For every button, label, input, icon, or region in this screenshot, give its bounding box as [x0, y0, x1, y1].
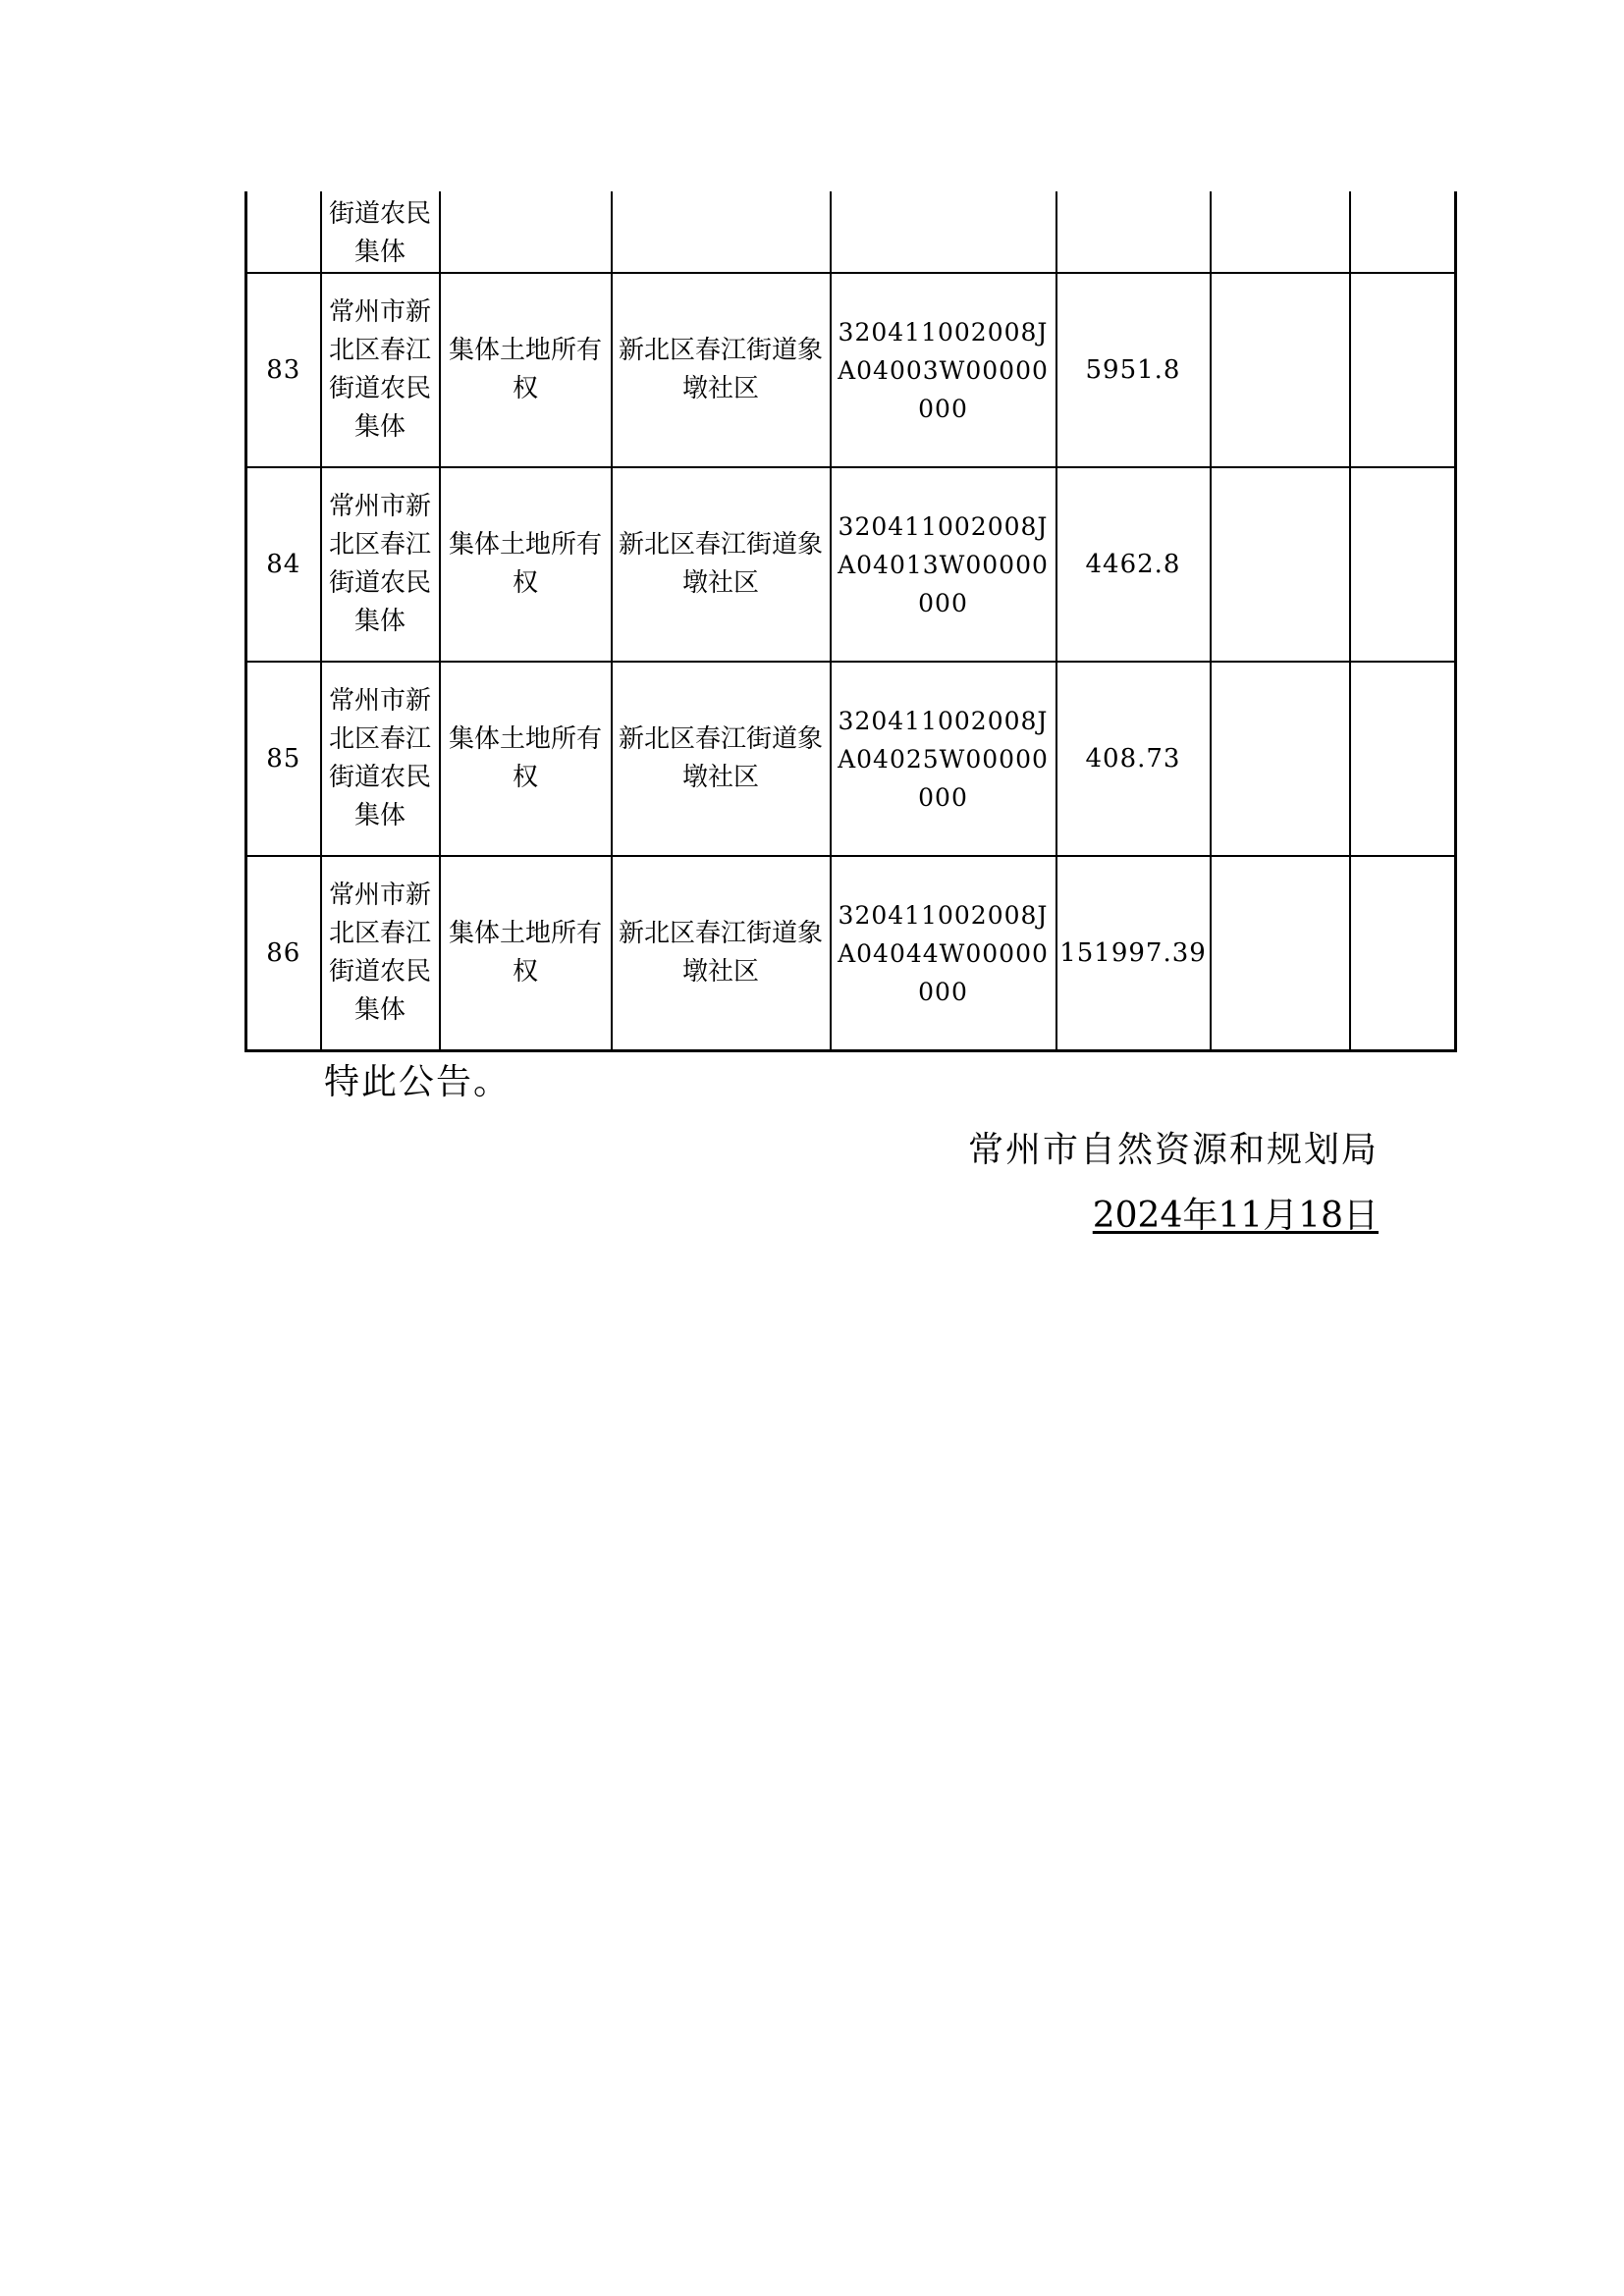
issue-date: 2024年11月18日: [1092, 1196, 1379, 1236]
cell-right-type: 集体土地所有权: [440, 273, 612, 467]
cell-index: 86: [246, 856, 321, 1051]
cell-col8: [1350, 273, 1456, 467]
cell-owner: 常州市新北区春江街道农民集体: [321, 856, 440, 1051]
cell-parcel-code: [831, 191, 1056, 273]
cell-index: [246, 191, 321, 273]
issuer-name: 常州市自然资源和规划局: [967, 1130, 1379, 1170]
cell-parcel-code: 320411002008JA04044W00000000: [831, 856, 1056, 1051]
cell-location: 新北区春江街道象墩社区: [612, 856, 831, 1051]
cell-index: 84: [246, 467, 321, 662]
cell-col7: [1211, 467, 1350, 662]
cell-col7: [1211, 856, 1350, 1051]
cell-area: 5951.8: [1056, 273, 1211, 467]
cell-owner: 街道农民集体: [321, 191, 440, 273]
cell-col8: [1350, 856, 1456, 1051]
cell-location: 新北区春江街道象墩社区: [612, 662, 831, 856]
cell-col8: [1350, 467, 1456, 662]
cell-col8: [1350, 662, 1456, 856]
table-row-continued: [246, 191, 1456, 273]
cell-index: 85: [246, 662, 321, 856]
cell-location: 新北区春江街道象墩社区: [612, 467, 831, 662]
cell-area: [1056, 191, 1211, 273]
cell-right-type: 集体土地所有权: [440, 856, 612, 1051]
cell-area: 4462.8: [1056, 467, 1211, 662]
cell-location: 新北区春江街道象墩社区: [612, 273, 831, 467]
cell-owner: 常州市新北区春江街道农民集体: [321, 273, 440, 467]
table-row: [246, 856, 1456, 1051]
cell-owner: 常州市新北区春江街道农民集体: [321, 467, 440, 662]
table-row: [246, 273, 1456, 467]
cell-col7: [1211, 273, 1350, 467]
cell-parcel-code: 320411002008JA04013W00000000: [831, 467, 1056, 662]
cell-col8: [1350, 191, 1456, 273]
cell-index: 83: [246, 273, 321, 467]
cell-right-type: 集体土地所有权: [440, 467, 612, 662]
cell-owner: 常州市新北区春江街道农民集体: [321, 662, 440, 856]
table-row: [246, 662, 1456, 856]
cell-location: [612, 191, 831, 273]
cell-parcel-code: 320411002008JA04003W00000000: [831, 273, 1056, 467]
table-row: [246, 467, 1456, 662]
cell-right-type: 集体土地所有权: [440, 662, 612, 856]
cell-parcel-code: 320411002008JA04025W00000000: [831, 662, 1056, 856]
closing-statement: 特此公告。: [324, 1062, 512, 1102]
cell-area: 151997.39: [1056, 856, 1211, 1051]
land-rights-table: [244, 191, 1457, 1052]
cell-col7: [1211, 662, 1350, 856]
table-body: [246, 191, 1456, 1051]
cell-col7: [1211, 191, 1350, 273]
cell-area: 408.73: [1056, 662, 1211, 856]
cell-right-type: [440, 191, 612, 273]
